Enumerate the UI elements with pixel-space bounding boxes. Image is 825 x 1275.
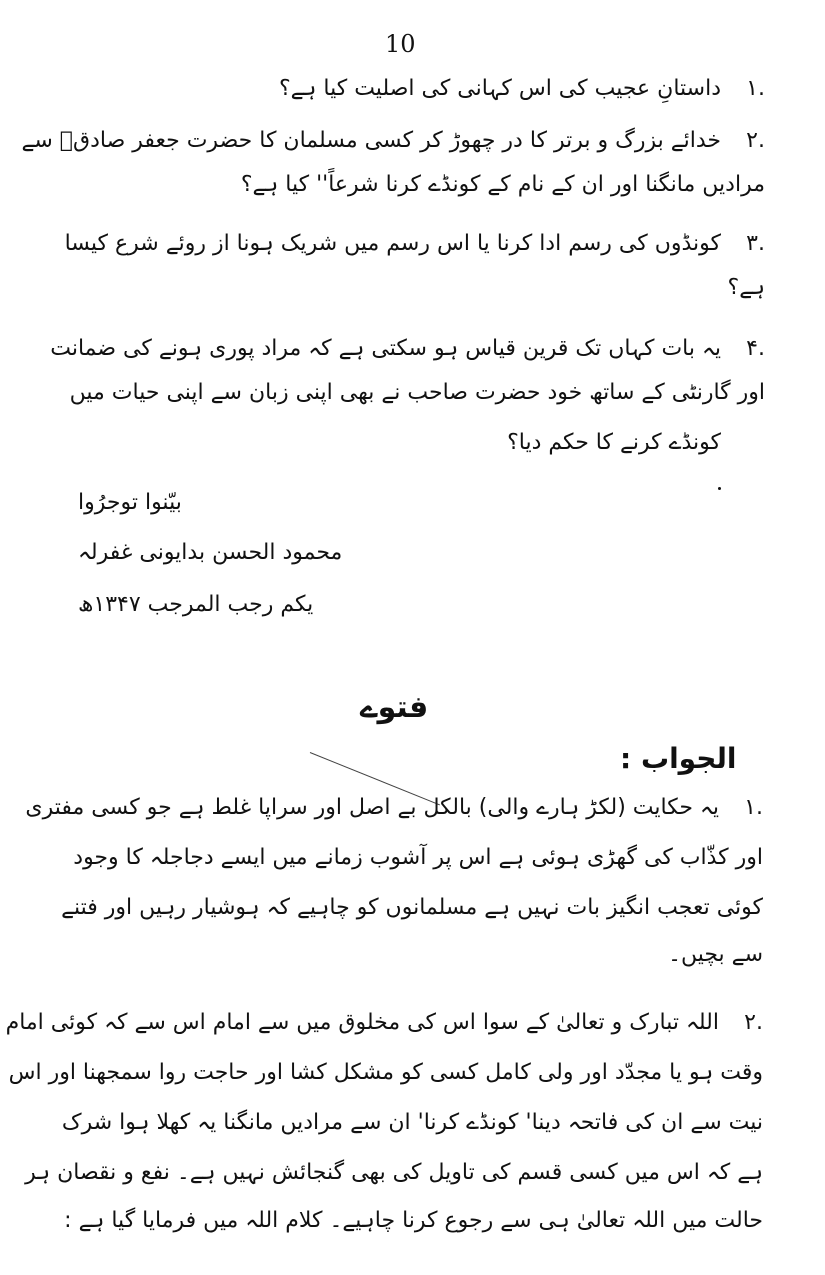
- answer-1-number: .۱: [744, 795, 763, 820]
- answer-label: الجواب :: [620, 742, 737, 775]
- question-4: [45, 330, 765, 368]
- page-number: 10: [385, 30, 416, 58]
- question-2-line-2: مرادیں مانگنا اور ان کے نام کے کونڈے کرنا شرعاً'' کیا ہے؟: [240, 172, 765, 197]
- section-heading: فتوے: [360, 690, 429, 725]
- answer-2-number: .۲: [744, 1010, 763, 1035]
- answer-2-line-3: نیت سے ان کی فاتحہ دینا' کونڈے کرنا' ان سے مرادیں مانگنا یہ کھلا ہوا شرک: [61, 1110, 763, 1135]
- answer-2-line-1: اللہ تبارک و تعالیٰ کے سوا اس کی مخلوق میں سے امام اس سے کہ کوئی امام: [5, 1010, 719, 1035]
- question-4-number: .۴: [746, 336, 765, 361]
- answer-1-line-4: سے بچیں۔: [668, 942, 763, 967]
- question-1-number: .۱: [746, 76, 765, 101]
- question-2: [21, 122, 765, 160]
- question-3-number: .۳: [746, 231, 765, 256]
- stray-dot: [718, 487, 721, 490]
- question-3: [45, 225, 765, 263]
- answer-1-line-2: اور کذّاب کی گھڑی ہوئی ہے اس پر آشوب زمانے میں ایسے دجاجلہ کا وجود: [73, 845, 763, 870]
- answer-1: [23, 795, 763, 820]
- answer-2-line-5: حالت میں اللہ تعالیٰ ہی سے رجوع کرنا چاہیے۔ کلام اللہ میں فرمایا گیا ہے :: [64, 1208, 763, 1233]
- signature-closing: بیّنوا توجرُوا: [78, 490, 182, 515]
- question-2-line-1: خدائے بزرگ و برتر کا در چھوڑ کر کسی مسلمان کا حضرت جعفر صادقؒ سے: [21, 128, 721, 153]
- question-2-number: .۲: [746, 128, 765, 153]
- question-4-line-2: اور گارنٹی کے ساتھ خود حضرت صاحب نے بھی اپنی زبان سے اپنی حیات میں: [69, 380, 765, 405]
- question-3-line-1: کونڈوں کی رسم ادا کرنا یا اس رسم میں شریک ہونا از روئے شرع کیسا: [64, 231, 721, 256]
- signature-date: یکم رجب المرجب ۱۳۴۷ھ: [78, 592, 314, 617]
- answer-2: [5, 1010, 763, 1035]
- signature-name: محمود الحسن بدایونی غفرلہ: [78, 540, 343, 565]
- answer-1-line-1: یہ حکایت (لکڑ ہارے والی) بالکل بے اصل اور سراپا غلط ہے جو کسی مفتری: [25, 795, 719, 820]
- question-1-line-1: داستانِ عجیب کی اس کہانی کی اصلیت کیا ہے؟: [278, 76, 721, 101]
- answer-2-line-2: وقت ہو یا مجدّد اور ولی کامل کسی کو مشکل کشا اور حاجت روا سمجھنا اور اس: [8, 1060, 763, 1085]
- answer-1-line-3: کوئی تعجب انگیز بات نہیں ہے مسلمانوں کو چاہیے کہ ہوشیار رہیں اور فتنے: [61, 895, 763, 920]
- question-3-line-2: ہے؟: [727, 275, 765, 300]
- answer-2-line-4: ہے کہ اس میں کسی قسم کی تاویل کی بھی گنجائش نہیں ہے۔ نفع و نقصان ہر: [25, 1160, 763, 1185]
- question-4-line-1: یہ بات کہاں تک قرین قیاس ہو سکتی ہے کہ مراد پوری ہونے کی ضمانت: [50, 336, 721, 361]
- question-1: [45, 70, 765, 108]
- question-4-line-3: کونڈے کرنے کا حکم دیا؟: [507, 430, 721, 455]
